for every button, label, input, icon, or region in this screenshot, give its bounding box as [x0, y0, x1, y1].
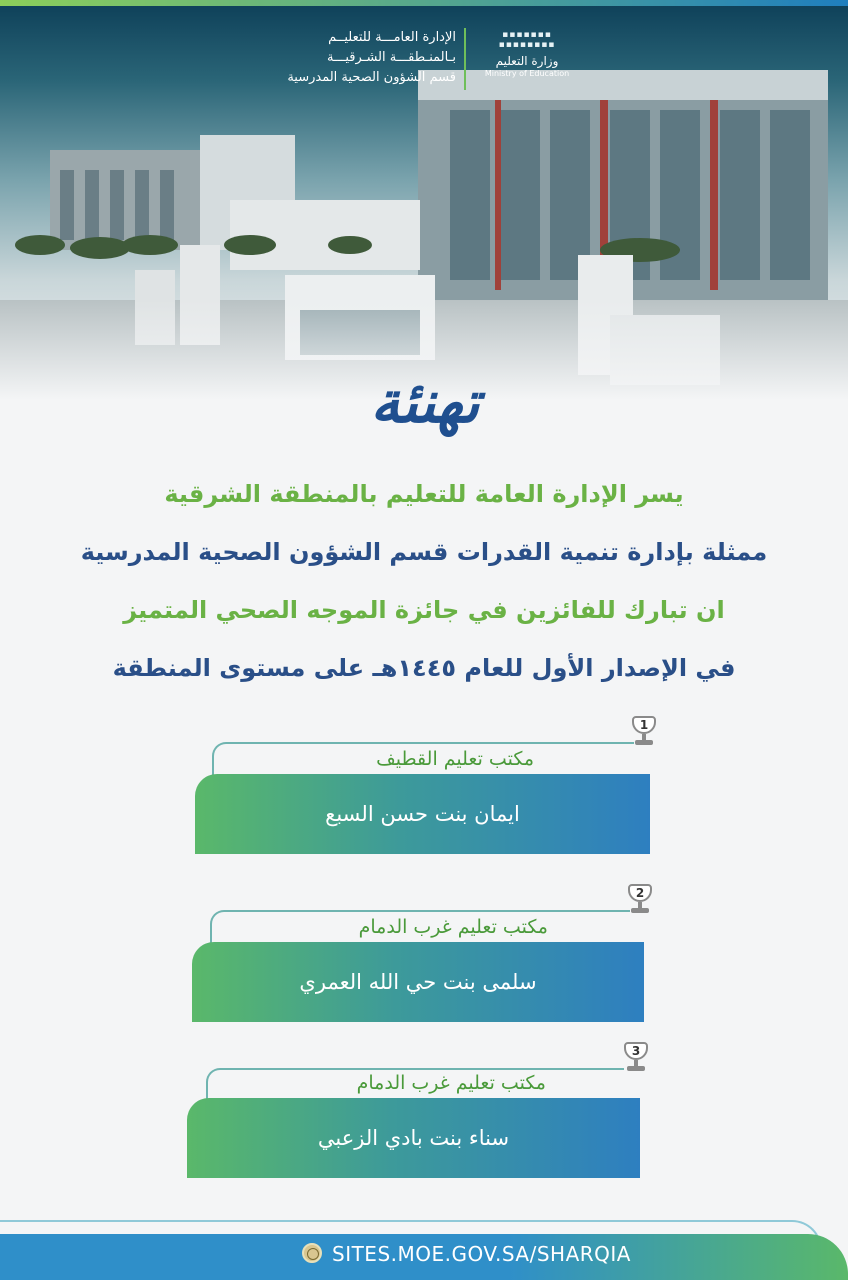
- winner-name: سلمى بنت حي الله العمري: [192, 942, 644, 1022]
- rank-badge: 3: [624, 1042, 648, 1060]
- page-title: تهنئة: [370, 368, 480, 436]
- winner-name: ايمان بنت حسن السبع: [195, 774, 650, 854]
- winner-card-1: [0, 712, 848, 852]
- office-name: مكتب تعليم القطيف: [376, 748, 534, 770]
- message-line-2: ممثلة بإدارة تنمية القدرات قسم الشؤون الصحية المدرسية: [80, 538, 768, 566]
- admin-title-block: [287, 28, 456, 88]
- header-separator: [464, 28, 466, 90]
- message-line-1: يسر الإدارة العامة للتعليم بالمنطقة الشرقية: [164, 480, 684, 508]
- ministry-name-en: Ministry of Education: [484, 69, 570, 78]
- office-name: مكتب تعليم غرب الدمام: [356, 1072, 546, 1094]
- admin-line-1: الإدارة العامـــة للتعليــم: [328, 30, 456, 45]
- ministry-logo: [482, 30, 572, 92]
- globe-icon: [302, 1243, 322, 1263]
- message-block: [40, 470, 808, 702]
- winner-card-2: [0, 880, 848, 1020]
- header-banner: [0, 0, 848, 400]
- admin-line-3: قسم الشؤون الصحية المدرسية: [287, 70, 456, 85]
- message-line-4: في الإصدار الأول للعام ١٤٤٥هـ على مستوى المنطقة: [112, 654, 736, 682]
- rank-badge: 1: [632, 716, 656, 734]
- message-line-3: ان تبارك للفائزين في جائزة الموجه الصحي المتميز: [123, 596, 725, 624]
- website-link[interactable]: SITES.MOE.GOV.SA/SHARQIA: [332, 1242, 631, 1266]
- winner-name: سناء بنت بادي الزعبي: [187, 1098, 640, 1178]
- office-name: مكتب تعليم غرب الدمام: [358, 916, 548, 938]
- ministry-name-ar: وزارة التعليم: [495, 54, 559, 68]
- winner-card-3: [0, 1038, 848, 1178]
- ministry-logo-icon: ▪▪▪▪▪▪▪ ▪▪▪▪▪▪▪▪: [498, 30, 556, 50]
- rank-badge: 2: [628, 884, 652, 902]
- admin-line-2: بـالمنـطقـــة الشـرقيـــة: [326, 50, 456, 65]
